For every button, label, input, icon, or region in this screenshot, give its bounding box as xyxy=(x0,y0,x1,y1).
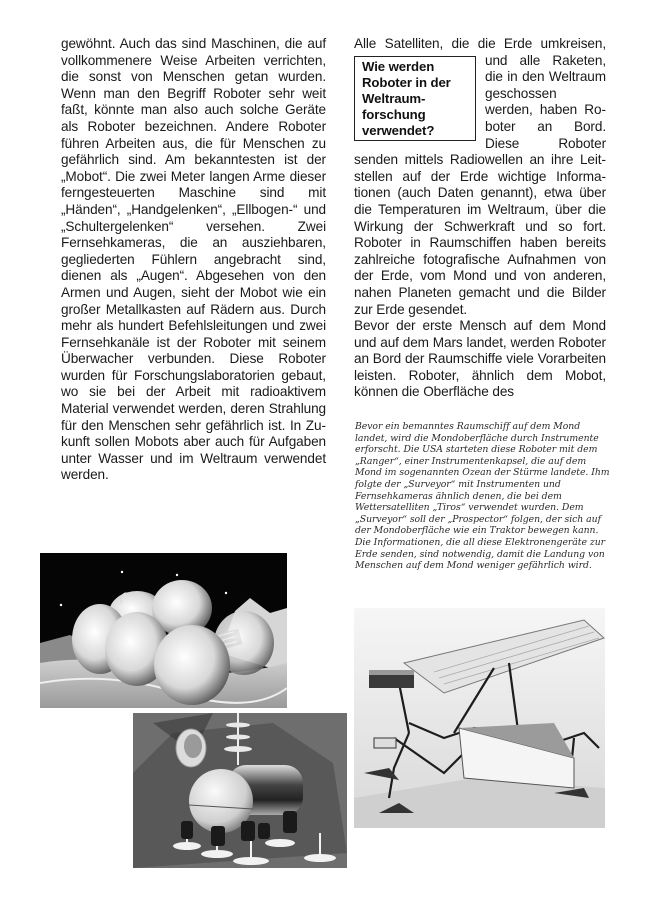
left-column xyxy=(61,36,326,484)
question-line: verwendet? xyxy=(362,123,435,139)
image-caption xyxy=(355,421,610,572)
question-line: Wie werden xyxy=(362,58,435,74)
question-line: forschung xyxy=(362,107,426,123)
question-line: Roboter in der xyxy=(362,74,451,90)
prospector-image-icon xyxy=(354,608,605,828)
right-column-paragraph-2: Bevor der erste Mensch auf dem Mond und auf dem Mars landet, werden Roboter an Bord der Raumschiffe viele Vorarbeiten leisten. Roboter, ähnlich dem Mobot, können die Oberfläche des xyxy=(354,318,606,400)
probe-image-icon xyxy=(133,713,347,868)
rover-image-icon xyxy=(40,553,287,708)
right-column-intro-line: Alle Satelliten, die die Erde umkreisen, xyxy=(354,36,606,51)
caption-text: Bevor ein bemanntes Raumschiff auf dem Mond landet, wird die Mondoberfläche durch Instrumente erforscht. Die USA starteten diese Roboter mit dem „Ranger“, einer Instrumentenkapsel, die auf dem Mond im sogenannten Ozean der Stürme landete. Ihm folgte der „Surveyor“ mit Instrumenten und Fernsehkameras ähnlich denen, die bei dem Wettersatelliten „Tiros“ verwendet wurden. Dem „Surveyor“ soll der „Prospector“ folgen, der sich auf der Mondoberfläche wie ein Traktor bewegen kann. Die Informationen, die all diese Elektronengeräte zur Erde senden, sind notwendig, damit die Landung von Menschen auf dem Mond weniger gefährlich wird. xyxy=(355,421,610,572)
rover-illustration xyxy=(40,553,287,708)
right-column-paragraph-1: und alle Raketen, die in den Weltraum geschossen werden, haben Roboter an Bord. Diese Roboter senden mittels Radiowellen an ihre Leitstellen auf der Erde wichtige Informationen (auch Daten genannt), etwa über die Temperaturen im Weltraum, über die Wirkung der Schwerkraft und so fort. Roboter in Raumschiffen haben bereits zahlreiche fotografische Aufnahmen von der Erde, vom Mond und von anderen, nahen Planeten gemacht und die Bilder zur Erde gesendet. xyxy=(354,52,606,317)
left-column-paragraph: gewöhnt. Auch das sind Maschinen, die auf vollkommenere Weise Arbeiten verrichten, die sonst von Menschen getan wurden. Wenn man den Begriff Roboter sehr weit faßt, könnte man also auch solche Geräte als Roboter bezeichnen. Andere Roboter führen Arbeiten aus, die für Menschen zu gefährlich sind. Am bekanntesten ist der „Mobot“. Die zwei Meter langen Arme dieser ferngesteuerten Maschine sind mit „Händen“, „Handgelenken“, „Ellbogen-“ und „Schultergelenken“ versehen. Zwei Fernsehkameras, die an ausziehbaren, gegliederten Fühlern angebracht sind, dienen als „Augen“. Abgesehen von den Armen und Augen, sieht der Mobot wie ein großer Metallkasten auf Rädern aus. Durch mehr als hundert Befehlsleitungen und zwei Fernsehkanäle ist der Roboter mit seinem Überwacher verbunden. Diese Roboter wurden für Forschungslaboratorien gebaut, wo sie bei der Arbeit mit radioaktivem Material verwendet werden, deren Strahlung für den Menschen sehr gefährlich ist. In Zukunft sollen Mobots aber auch für Aufgaben unter Wasser und im Weltraum verwendet werden. xyxy=(61,36,326,483)
right-column xyxy=(354,36,606,401)
question-box xyxy=(354,56,476,141)
question-line: Weltraum- xyxy=(362,91,426,106)
probe-illustration xyxy=(133,713,347,868)
prospector-illustration xyxy=(354,608,605,828)
